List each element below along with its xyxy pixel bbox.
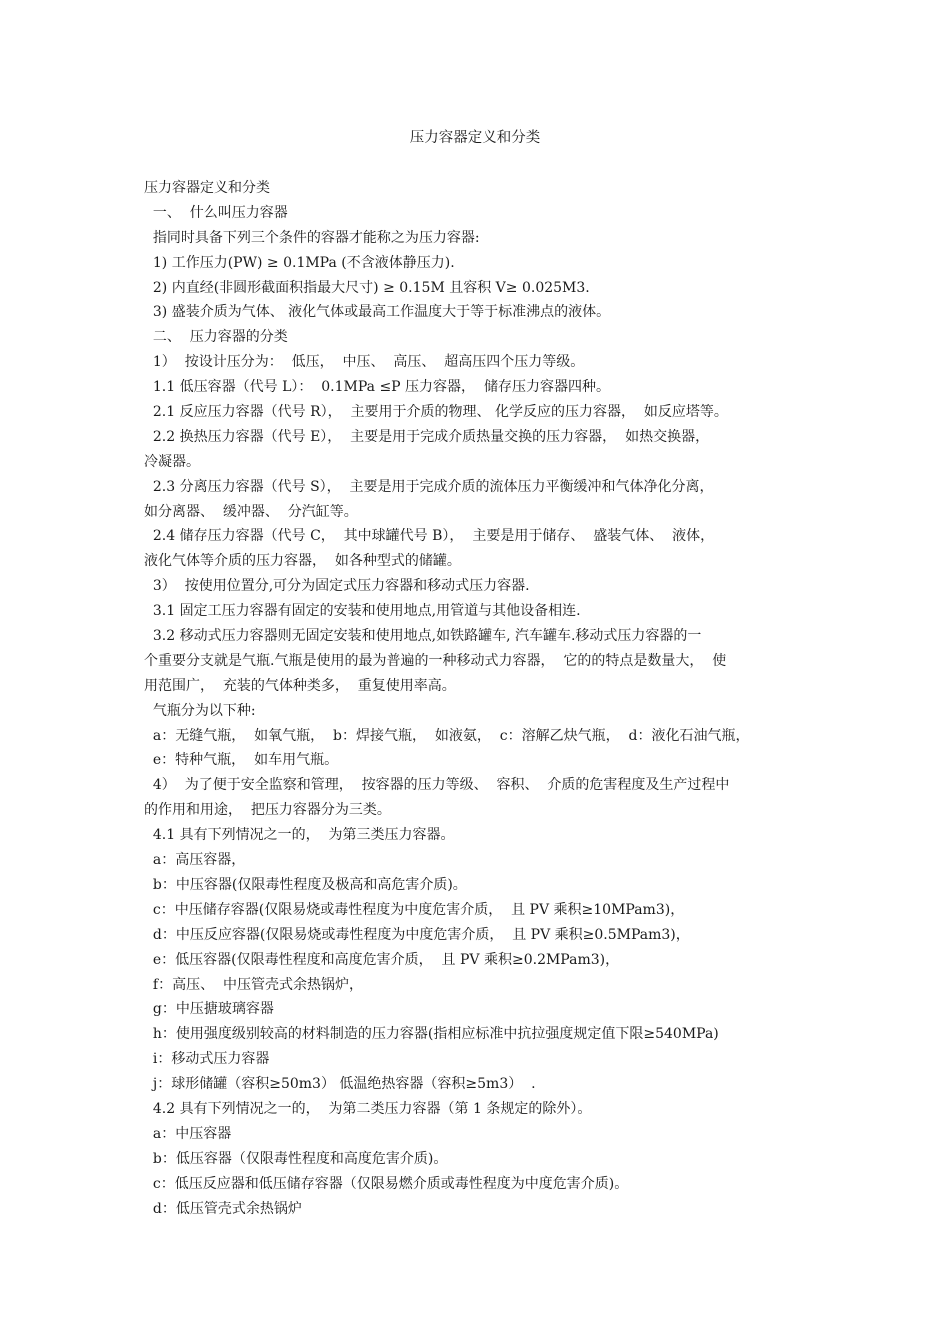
body-line: 指同时具备下列三个条件的容器才能称之为压力容器: [144, 229, 480, 246]
body-line: 2) 内直经(非圆形截面积指最大尺寸) ≥ 0.15M 且容积 V≥ 0.025M3. [144, 279, 590, 296]
body-line: 2.3 分离压力容器（代号 S）， 主要是用于完成介质的流体压力平衡缓冲和气体净化分离， [144, 478, 714, 495]
body-line: 2.1 反应压力容器（代号 R）， 主要用于介质的物理、 化学反应的压力容器， 如反应塔等。 [144, 404, 728, 421]
body-line: 3) 盛装介质为气体、 液化气体或最高工作温度大于等于标准沸点的液体。 [144, 304, 611, 321]
body-line-heading-2: 二、 压力容器的分类 [144, 329, 288, 346]
body-line: a：中压容器 [144, 1125, 232, 1142]
document-title: 压力容器定义和分类 [409, 130, 541, 146]
body-line: e：特种气瓶， 如车用气瓶。 [144, 752, 339, 769]
body-line: 用范围广， 充装的气体种类多， 重复使用率高。 [144, 677, 456, 694]
body-line-section-heading: 压力容器定义和分类 [144, 180, 270, 196]
body-line: 气瓶分为以下种: [144, 702, 256, 719]
body-line: 3） 按使用位置分,可分为固定式压力容器和移动式压力容器. [144, 578, 530, 595]
body-line: e：低压容器(仅限毒性程度和高度危害介质， 且 PV 乘积≥0.2MPam3)， [144, 951, 620, 968]
body-line: 1） 按设计压分为： 低压， 中压、 高压、 超高压四个压力等级。 [144, 354, 585, 371]
body-line: 3.2 移动式压力容器则无固定安装和使用地点,如铁路罐车, 汽车罐车.移动式压力容器的一 [144, 628, 702, 645]
body-line-heading-1: 一、 什么叫压力容器 [144, 204, 288, 221]
body-line: a：高压容器， [144, 852, 246, 869]
body-line: 液化气体等介质的压力容器， 如各种型式的储罐。 [144, 553, 461, 570]
body-line: c：中压储存容器(仅限易烧或毒性程度为中度危害介质， 且 PV 乘积≥10MPam3)， [144, 901, 685, 918]
body-line: 2.4 储存压力容器（代号 C， 其中球罐代号 B）， 主要是用于储存、 盛装气体、 液体， [144, 528, 715, 545]
body-line: f：高压、 中压管壳式余热锅炉， [144, 976, 363, 993]
body-line: 的作用和用途， 把压力容器分为三类。 [144, 802, 391, 819]
body-line: i：移动式压力容器 [144, 1051, 270, 1068]
body-line: 个重要分支就是气瓶.气瓶是使用的最为普遍的一种移动式力容器， 它的的特点是数量大， 使 [144, 652, 727, 669]
body-line: 如分离器、 缓冲器、 分汽缸等。 [144, 503, 358, 520]
body-line: g：中压搪玻璃容器 [144, 1001, 274, 1018]
body-line: 1.1 低压容器（代号 L）： 0.1MPa ≤P 压力容器， 储存压力容器四种。 [144, 379, 610, 396]
body-line: 1) 工作压力(PW) ≥ 0.1MPa (不含液体静压力). [144, 254, 455, 271]
body-line: j：球形储罐（容积≥50m3） 低温绝热容器（容积≥5m3） . [144, 1076, 536, 1093]
body-line: 4.2 具有下列情况之一的， 为第二类压力容器（第 1 条规定的除外）。 [144, 1100, 592, 1117]
body-line: 4.1 具有下列情况之一的， 为第三类压力容器。 [144, 827, 455, 844]
document-body [144, 176, 834, 1221]
body-line: d：低压管壳式余热锅炉 [144, 1200, 302, 1217]
body-line: b：低压容器（仅限毒性程度和高度危害介质)。 [144, 1150, 448, 1167]
body-line: b：中压容器(仅限毒性程度及极高和高危害介质)。 [144, 876, 467, 893]
body-line: d：中压反应容器(仅限易烧或毒性程度为中度危害介质， 且 PV 乘积≥0.5MPam3)， [144, 926, 690, 943]
body-line: h：使用强度级别较高的材料制造的压力容器(指相应标准中抗拉强度规定值下限≥540MPa) [144, 1026, 719, 1043]
body-line: 3.1 固定工压力容器有固定的安装和使用地点,用管道与其他设备相连. [144, 603, 581, 620]
body-line: 2.2 换热压力容器（代号 E）， 主要是用于完成介质热量交换的压力容器， 如热交换器， [144, 428, 710, 445]
body-line: c：低压反应器和低压储存容器（仅限易燃介质或毒性程度为中度危害介质)。 [144, 1175, 629, 1192]
body-line: 4） 为了便于安全监察和管理， 按容器的压力等级、 容积、 介质的危害程度及生产过程中 [144, 777, 730, 794]
body-line: 冷凝器。 [144, 453, 200, 470]
body-line: a：无缝气瓶， 如氧气瓶， b：焊接气瓶， 如液氨， c：溶解乙炔气瓶， d：液化石油气瓶， [144, 727, 750, 744]
